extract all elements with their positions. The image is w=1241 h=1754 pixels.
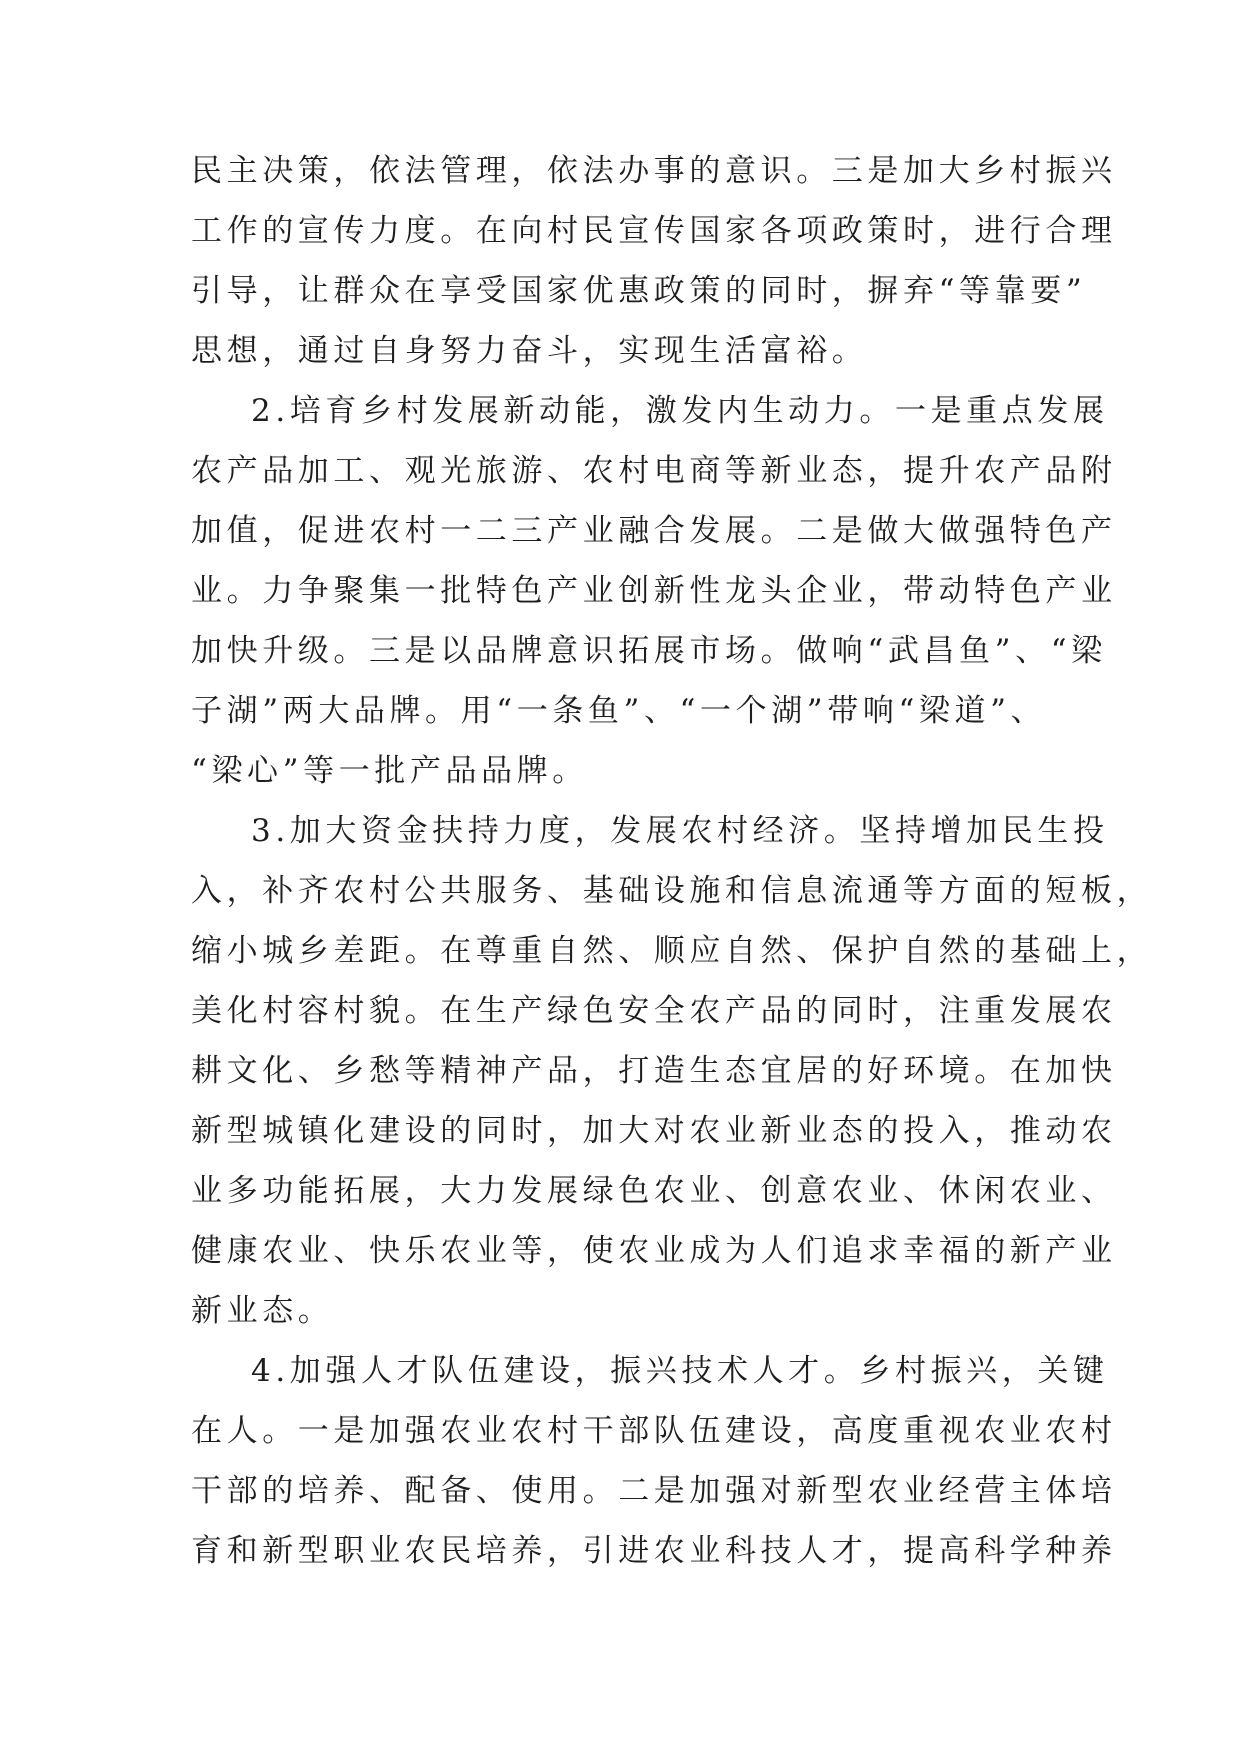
- text-line: 健康农业、快乐农业等，使农业成为人们追求幸福的新产业: [191, 1233, 1117, 1269]
- text-line: 新业态。: [191, 1293, 334, 1329]
- text-line: 在人。一是加强农业农村干部队伍建设，高度重视农业农村: [191, 1413, 1117, 1449]
- text-line: 美化村容村貌。在生产绿色安全农产品的同时，注重发展农: [191, 993, 1117, 1029]
- text-line: 农产品加工、观光旅游、农村电商等新业态，提升农产品附: [191, 453, 1117, 489]
- text-line: 新型城镇化建设的同时，加大对农业新业态的投入，推动农: [191, 1113, 1117, 1149]
- text-line: 育和新型职业农民培养，引进农业科技人才，提高科学种养: [191, 1533, 1117, 1569]
- text-line: 引导，让群众在享受国家优惠政策的同时，摒弃“等靠要”: [191, 273, 1087, 309]
- text-line: 干部的培养、配备、使用。二是加强对新型农业经营主体培: [191, 1473, 1117, 1509]
- text-line: 子湖”两大品牌。用“一条鱼”、“一个湖”带响“梁道”、: [191, 693, 1047, 729]
- paragraph-4-heading-line: 4.加强人才队伍建设，振兴技术人才。乡村振兴，关键: [251, 1353, 1109, 1389]
- text-line: “梁心”等一批产品品牌。: [191, 753, 588, 789]
- text-line: 民主决策，依法管理，依法办事的意识。三是加大乡村振兴: [191, 153, 1117, 189]
- text-line: 缩小城乡差距。在尊重自然、顺应自然、保护自然的基础上，: [191, 933, 1153, 969]
- text-line: 耕文化、乡愁等精神产品，打造生态宜居的好环境。在加快: [191, 1053, 1117, 1089]
- text-line: 加快升级。三是以品牌意识拓展市场。做响“武昌鱼”、“梁: [191, 633, 1107, 669]
- text-line: 思想，通过自身努力奋斗，实现生活富裕。: [191, 333, 868, 369]
- text-line: 业多功能拓展，大力发展绿色农业、创意农业、休闲农业、: [191, 1173, 1117, 1209]
- paragraph-3-heading-line: 3.加大资金扶持力度，发展农村经济。坚持增加民生投: [251, 813, 1109, 849]
- text-line: 加值，促进农村一二三产业融合发展。二是做大做强特色产: [191, 513, 1117, 549]
- text-line: 入，补齐农村公共服务、基础设施和信息流通等方面的短板，: [191, 873, 1153, 909]
- text-line: 工作的宣传力度。在向村民宣传国家各项政策时，进行合理: [191, 213, 1117, 249]
- text-line: 业。力争聚集一批特色产业创新性龙头企业，带动特色产业: [191, 573, 1117, 609]
- paragraph-2-heading-line: 2.培育乡村发展新动能，激发内生动力。一是重点发展: [251, 393, 1109, 429]
